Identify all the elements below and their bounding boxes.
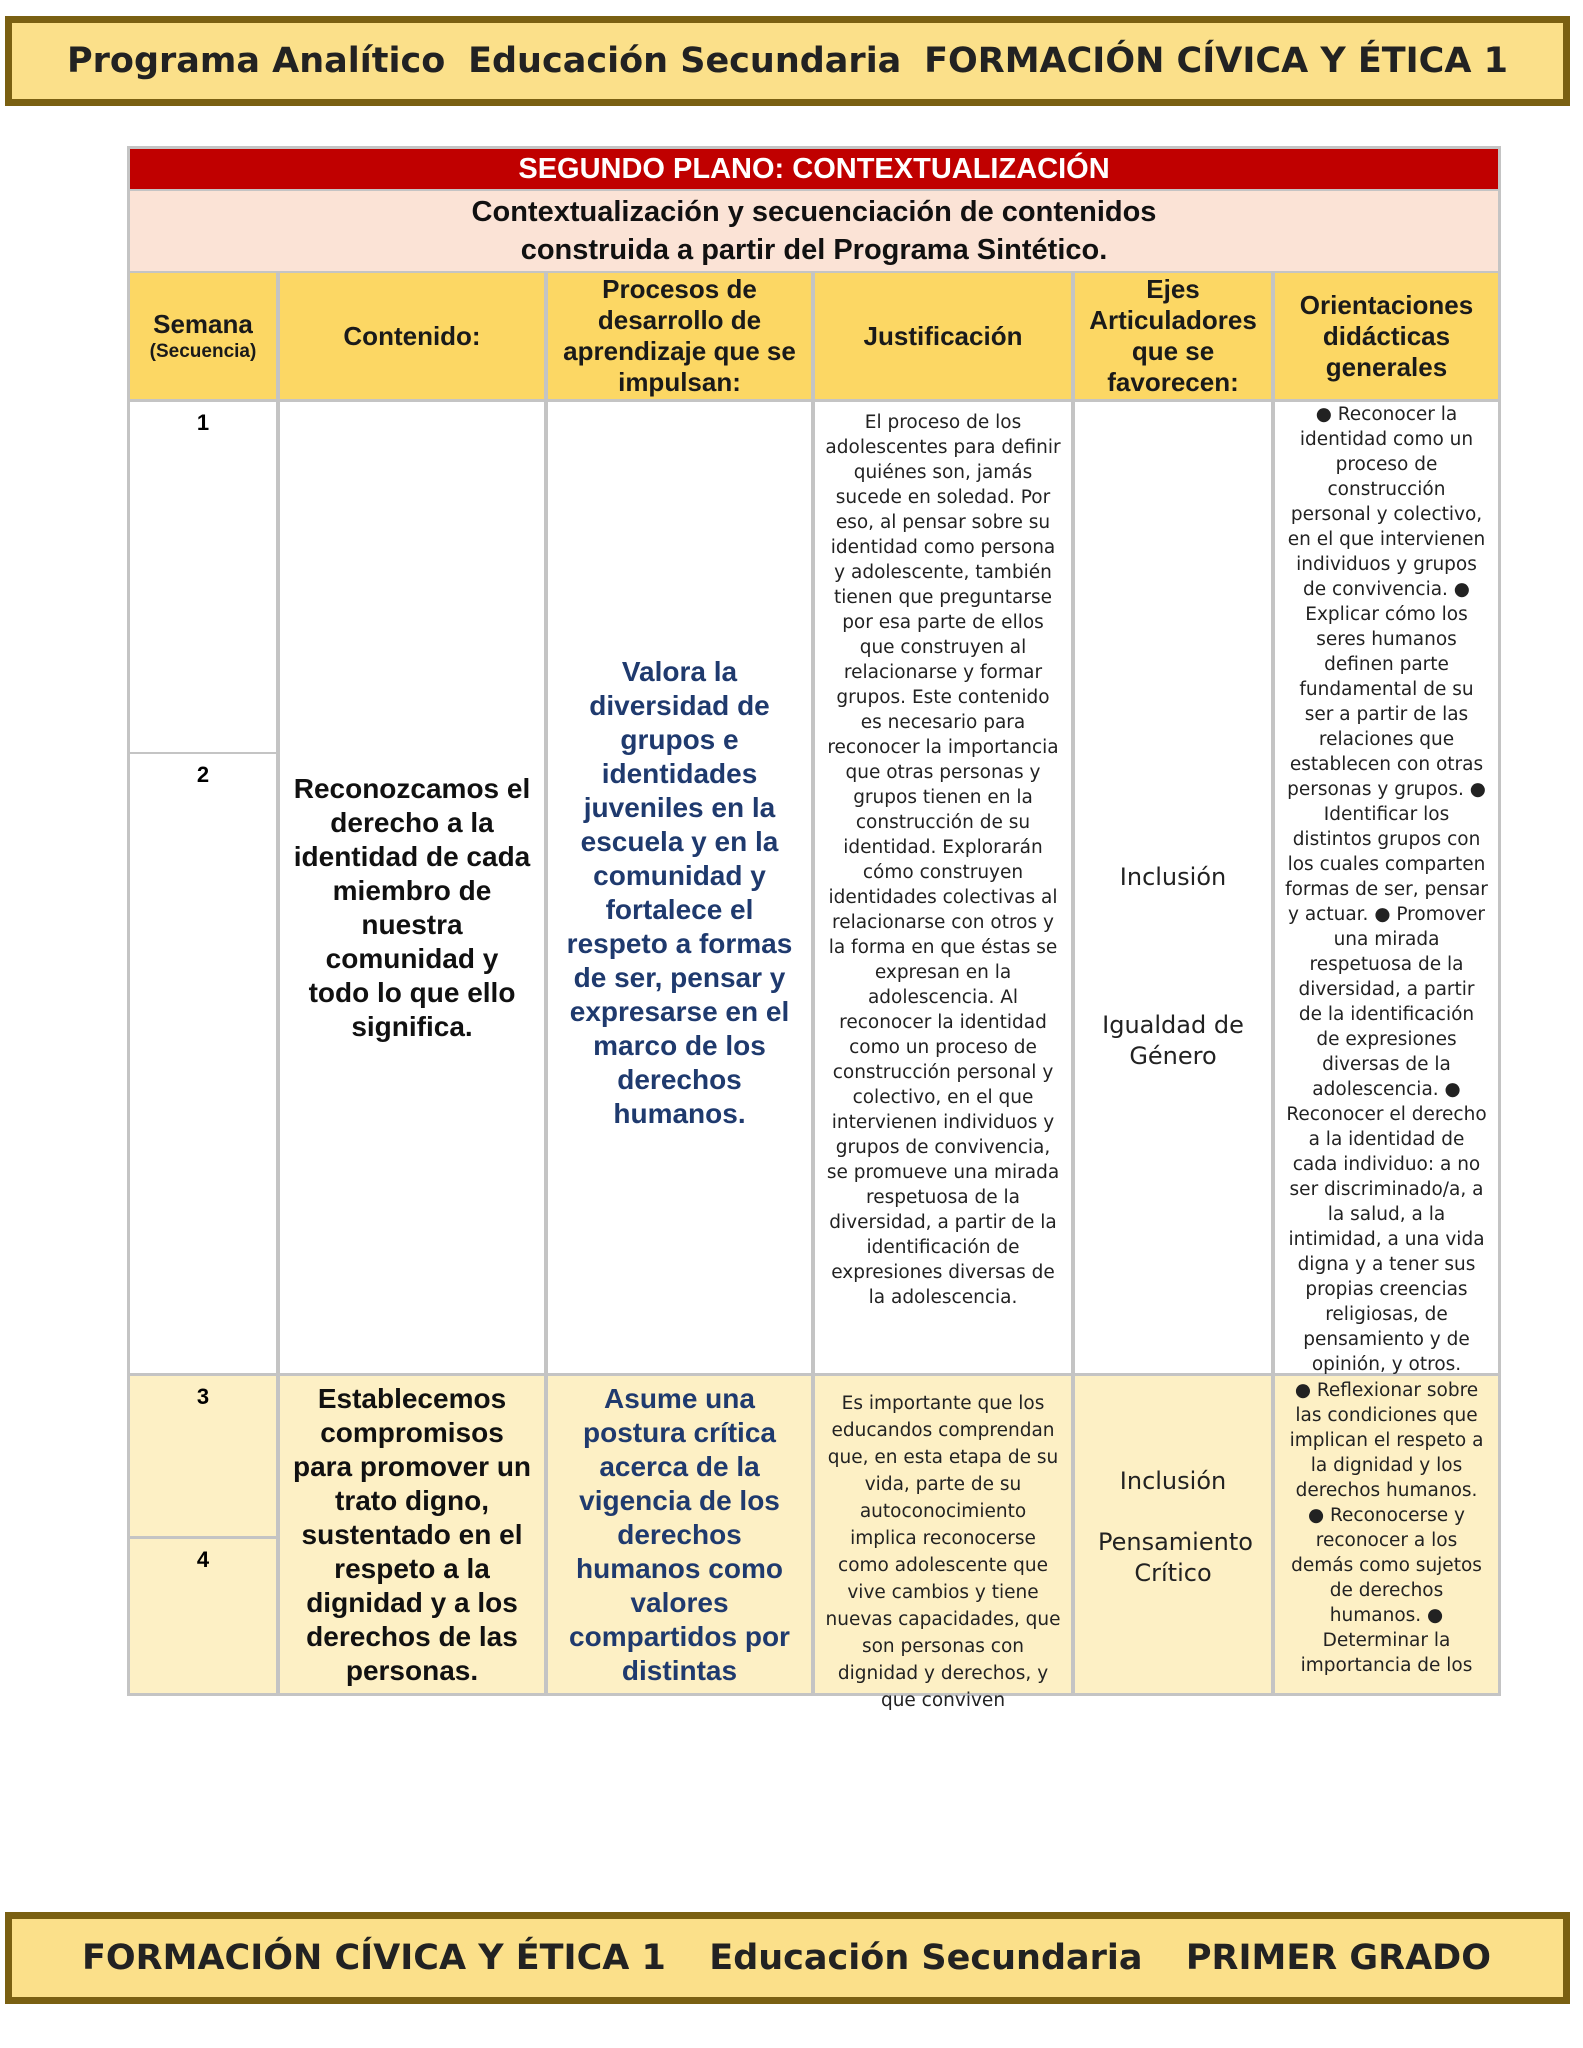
header-program: Programa Analítico	[67, 41, 446, 81]
proceso-cell	[548, 1376, 811, 1693]
eje-item: Inclusión	[1119, 863, 1227, 891]
contenido-text: Establecemos compromisos para promover un trato digno, sustentado en el respeto a la dignidad y a los derechos de las personas.	[292, 1383, 532, 1686]
proceso-text: Asume una postura crítica acerca de la vigencia de los derechos humanos como valores compartidos por distintas	[569, 1383, 790, 1686]
footer-grade: PRIMER GRADO	[1185, 1938, 1491, 1978]
proceso-cell	[548, 402, 811, 1373]
justificacion-cell	[815, 1376, 1071, 1711]
ejes-cell	[1075, 402, 1271, 1373]
orientaciones-cell	[1275, 402, 1498, 1373]
col-header-procesos	[548, 273, 811, 399]
header-level: Educación Secundaria	[468, 41, 902, 81]
eje-item: Igualdad de Género	[1102, 1011, 1244, 1070]
col-header-justificacion	[815, 273, 1071, 399]
contextualization-table	[127, 146, 1501, 1711]
ejes-cell	[1075, 1376, 1271, 1693]
col-header-procesos-label: Procesos de desarrollo de aprendizaje que se impulsan:	[563, 274, 796, 397]
table-title-text: SEGUNDO PLANO: CONTEXTUALIZACIÓN	[518, 152, 1110, 185]
orientaciones-text: ● Reconocer la identidad como un proceso de construcción personal y colectivo, en el que intervienen individuos y grupos de convivencia. ● Explicar cómo los seres humanos definen parte fundamental de su ser a partir de las relaciones que establecen con otras personas y grupos. ● Identificar los distintos grupos con los cuales comparten formas de ser, pensar y actuar. ● Promover una mirada respetuosa de la diversidad, a partir de la identificación de expresiones diversas de la adolescencia. ● Reconocer el derecho a la identidad de cada individuo: a no ser discriminado/a, a la salud, a la intimidad, a una vida digna y a tener sus propias creencias religiosas, de pensamiento y de opinión, y otros.	[1285, 404, 1488, 1375]
week-cell	[130, 1376, 276, 1536]
week-number: 2	[196, 762, 210, 787]
contenido-cell	[280, 1376, 544, 1693]
col-header-justificacion-label: Justificación	[863, 320, 1023, 351]
col-header-semana	[130, 273, 276, 399]
contenido-text: Reconozcamos el derecho a la identidad de cada miembro de nuestra comunidad y todo lo que ello significa.	[293, 772, 531, 1042]
eje-item: Inclusión	[1119, 1467, 1227, 1495]
col-header-contenido-label: Contenido:	[343, 320, 481, 351]
footer-level: Educación Secundaria	[709, 1938, 1143, 1978]
week-number: 3	[196, 1384, 210, 1409]
subtitle-line-1: Contextualización y secuenciación de contenidos	[471, 196, 1157, 228]
col-header-orientaciones	[1275, 273, 1498, 399]
week-number: 1	[196, 410, 210, 435]
contenido-cell	[280, 402, 544, 1373]
week-cell	[130, 1539, 276, 1693]
col-header-semana-label: Semana	[153, 308, 253, 339]
week-cell	[130, 754, 276, 1373]
justificacion-text: El proceso de los adolescentes para definir quiénes son, jamás sucede en soledad. Por eso, al pensar sobre su identidad como persona y adolescente, también tienen que preguntarse por esa parte de ellos que construyen al relacionarse y formar grupos. Este contenido es necesario para reconocer la importancia que otras personas y grupos tienen en la construcción de su identidad. Explorarán cómo construyen identidades colectivas al relacionarse con otros y la forma en que éstas se expresan en la adolescencia. Al reconocer la identidad como un proceso de construcción personal y colectivo, en el que intervienen individuos y grupos de convivencia, se promueve una mirada respetuosa de la diversidad, a partir de la identificación de expresiones diversas de la adolescencia.	[825, 412, 1061, 1308]
header-subject: FORMACIÓN CÍVICA Y ÉTICA 1	[924, 41, 1508, 81]
col-header-contenido	[280, 273, 544, 399]
week-number: 4	[196, 1547, 210, 1572]
footer-subject: FORMACIÓN CÍVICA Y ÉTICA 1	[82, 1938, 666, 1978]
orientaciones-cell	[1275, 1376, 1498, 1693]
proceso-text: Valora la diversidad de grupos e identidades juveniles en la escuela y en la comunidad y fortalece el respeto a formas de ser, pensar y expresarse en el marco de los derechos humanos.	[566, 655, 793, 1129]
col-header-ejes-label: Ejes Articuladores que se favorecen:	[1089, 274, 1257, 397]
col-header-ejes	[1075, 273, 1271, 399]
justificacion-text: Es importante que los educandos comprendan que, en esta etapa de su vida, parte de su autoconocimiento implica reconocerse como adolescente que vive cambios y tiene nuevas capacidades, que son personas con dignidad y derechos, y que conviven	[825, 1393, 1061, 1711]
col-header-semana-sub: (Secuencia)	[149, 340, 257, 362]
col-header-orientaciones-label: Orientaciones didácticas generales	[1299, 289, 1474, 382]
table-subtitle	[130, 191, 1498, 271]
footer-band	[5, 1912, 1570, 2004]
justificacion-cell	[815, 402, 1071, 1373]
week-cell	[130, 402, 276, 752]
eje-item: Pensamiento Crítico	[1098, 1528, 1253, 1587]
subtitle-line-2: construida a partir del Programa Sintético.	[520, 234, 1108, 266]
header-band	[5, 16, 1570, 106]
table-title	[130, 149, 1498, 189]
orientaciones-text: ● Reflexionar sobre las condiciones que implican el respeto a la dignidad y los derechos humanos. ● Reconocerse y reconocer a los demás como sujetos de derechos humanos. ● Determinar la importancia de los	[1289, 1380, 1484, 1676]
